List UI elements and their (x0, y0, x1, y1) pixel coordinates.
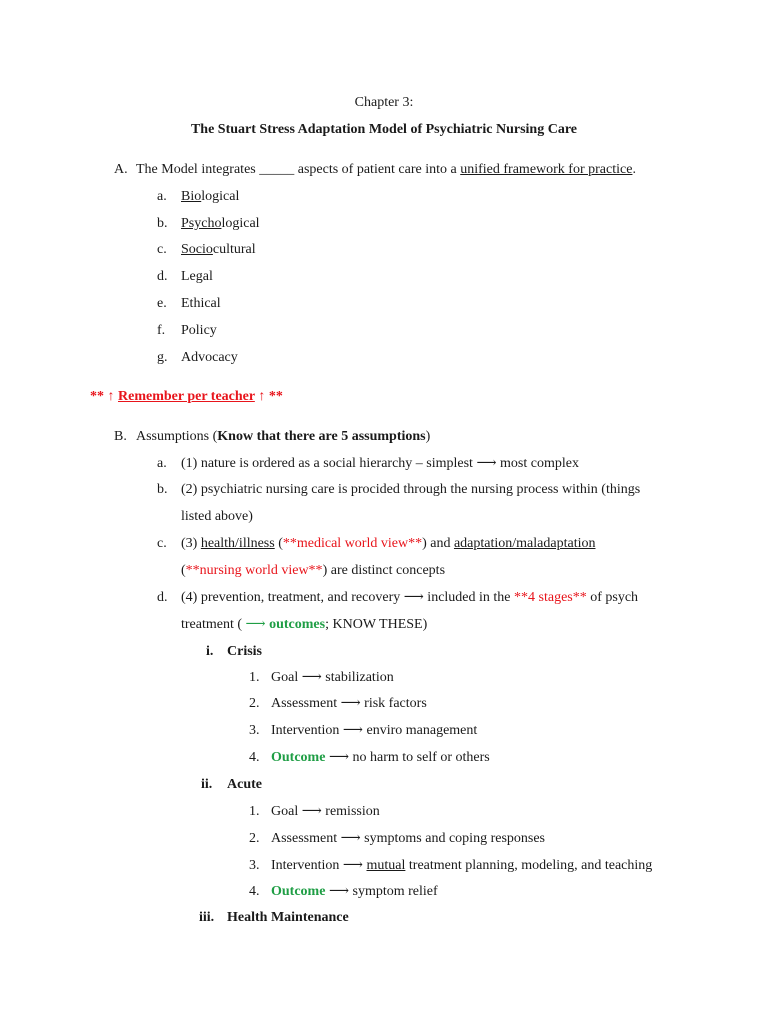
assumption-4-line1 (181, 589, 638, 607)
list-marker: b. (157, 216, 168, 231)
health-illness-term: health/illness (200, 536, 275, 551)
reminder-prefix: ** ↑ (90, 389, 118, 404)
text-part: (4) prevention, treatment, and recovery ⟶ included in the (181, 590, 515, 605)
section-b-heading (136, 428, 430, 446)
list-marker: a. (157, 189, 167, 204)
section-a-text-before: The Model integrates (136, 162, 260, 177)
assumption-2-line2: listed above) (181, 509, 253, 524)
list-marker: d. (157, 269, 168, 284)
text-part: ( (274, 536, 283, 551)
crisis-assessment: Assessment ⟶ risk factors (271, 696, 427, 711)
adaptation-term: adaptation/maladaptation (453, 536, 596, 551)
list-item-sociocultural (181, 241, 256, 259)
outcomes-label: outcomes (269, 617, 326, 632)
stage-marker: ii. (201, 777, 213, 792)
text-part: (3) (181, 536, 201, 551)
arrow-icon: ⟶ (245, 617, 266, 632)
section-a-text-after: . (632, 162, 636, 177)
list-item-biological (181, 188, 239, 206)
crisis-goal: Goal ⟶ stabilization (271, 670, 394, 685)
outcome-label: Outcome (271, 750, 326, 765)
section-a-text-mid: aspects of patient care into a (294, 162, 461, 177)
text-part: ( (181, 563, 186, 578)
item-rest: logical (221, 216, 260, 231)
chapter-label: Chapter 3: (354, 95, 414, 110)
step-marker: 4. (249, 750, 260, 765)
assumption-1: (1) nature is ordered as a social hierarchy – simplest ⟶ most complex (181, 456, 579, 471)
list-item-ethical: Ethical (181, 296, 221, 311)
list-marker: e. (157, 296, 167, 311)
acute-intervention (271, 857, 652, 875)
section-a-underlined: unified framework for practice (460, 162, 633, 177)
assumption-2-line1: (2) psychiatric nursing care is procided through the nursing process within (things (181, 482, 641, 497)
reminder-text: Remember per teacher (118, 389, 255, 404)
text-part: of psych (586, 590, 639, 605)
list-marker: f. (157, 323, 166, 338)
text-part: Intervention ⟶ (271, 858, 367, 873)
stage-marker: i. (206, 644, 214, 659)
medical-world-view: **medical world view** (282, 536, 423, 551)
step-marker: 1. (249, 804, 260, 819)
step-marker: 3. (249, 858, 260, 873)
text-part: ⟶ symptom relief (325, 884, 438, 899)
section-a-marker: A. (114, 162, 128, 177)
stage-acute-heading: Acute (227, 777, 262, 792)
item-rest: cultural (212, 242, 256, 257)
acute-outcome (271, 883, 438, 901)
list-marker: d. (157, 590, 168, 605)
acute-goal: Goal ⟶ remission (271, 804, 380, 819)
acute-assessment: Assessment ⟶ symptoms and coping responses (271, 831, 545, 846)
text-part: treatment ( (181, 617, 246, 632)
section-a-blank: _____ (259, 162, 295, 177)
list-item-advocacy: Advocacy (181, 350, 238, 365)
crisis-intervention: Intervention ⟶ enviro management (271, 723, 478, 738)
list-item-legal: Legal (181, 269, 213, 284)
list-item-psychological (181, 215, 260, 233)
stage-health-maintenance-heading: Health Maintenance (227, 910, 349, 925)
nursing-world-view: **nursing world view** (185, 563, 323, 578)
outcome-label: Outcome (271, 884, 326, 899)
text-part: ) are distinct concepts (322, 563, 446, 578)
section-b-close: ) (425, 429, 431, 444)
assumption-3-line2 (181, 562, 445, 580)
step-marker: 2. (249, 831, 260, 846)
item-rest: logical (201, 189, 240, 204)
list-marker: c. (157, 536, 167, 551)
teacher-reminder (90, 388, 283, 406)
list-marker: b. (157, 482, 168, 497)
crisis-outcome (271, 749, 490, 767)
text-part: treatment planning, modeling, and teaching (405, 858, 653, 873)
stage-crisis-heading: Crisis (227, 644, 262, 659)
item-underlined: Psycho (181, 216, 222, 231)
step-marker: 4. (249, 884, 260, 899)
item-underlined: Socio (181, 242, 213, 257)
four-stages: **4 stages** (514, 590, 587, 605)
assumption-4-line2 (181, 616, 427, 634)
list-marker: a. (157, 456, 167, 471)
section-b-label: Assumptions ( (136, 429, 218, 444)
step-marker: 3. (249, 723, 260, 738)
reminder-suffix: ↑ ** (254, 389, 283, 404)
text-part: ⟶ no harm to self or others (325, 750, 490, 765)
list-marker: g. (157, 350, 168, 365)
section-b-marker: B. (114, 429, 127, 444)
step-marker: 2. (249, 696, 260, 711)
text-part: ; KNOW THESE) (325, 617, 428, 632)
section-a-text (136, 161, 636, 179)
list-item-policy: Policy (181, 323, 217, 338)
mutual-term: mutual (366, 858, 406, 873)
list-marker: c. (157, 242, 167, 257)
text-part: ) and (422, 536, 454, 551)
step-marker: 1. (249, 670, 260, 685)
document-title: The Stuart Stress Adaptation Model of Psychiatric Nursing Care (190, 122, 578, 137)
item-underlined: Bio (181, 189, 202, 204)
stage-marker: iii. (199, 910, 215, 925)
section-b-bold: Know that there are 5 assumptions (217, 429, 426, 444)
assumption-3-line1 (181, 535, 595, 553)
